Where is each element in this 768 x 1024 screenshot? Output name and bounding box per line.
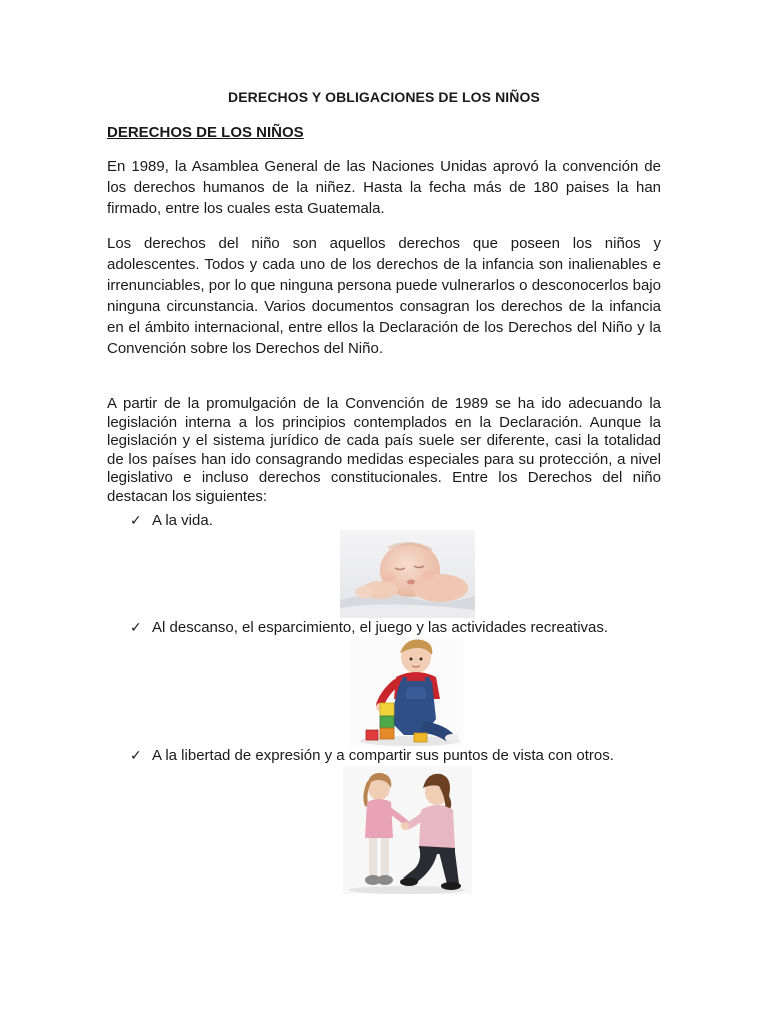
checkmark-icon: ✓: [130, 512, 142, 528]
right-item-label: A la libertad de expresión y a compartir sus puntos de vista con otros.: [152, 747, 614, 764]
right-item-rest: [130, 619, 608, 636]
right-item-expression: [130, 747, 614, 764]
section-heading: DERECHOS DE LOS NIÑOS: [107, 124, 304, 141]
right-item-label: A la vida.: [152, 512, 213, 529]
toddler-playing-blocks-photo: [350, 637, 463, 747]
paragraph-definition: Los derechos del niño son aquellos derechos que poseen los niños y adolescentes. Todos y cada uno de los derechos de la infancia son inalienables e irrenunciables, por lo que ninguna persona puede vulnerarlos o desconocerlos bajo ninguna circunstancia. Varios documentos consagran los derechos de la infancia en el ámbito internacional, entre ellos la Declaración de los Derechos del Niño y la Convención sobre los Derechos del Niño.: [107, 235, 661, 357]
right-item-label: Al descanso, el esparcimiento, el juego y las actividades recreativas.: [152, 619, 609, 636]
document-title: DERECHOS Y OBLIGACIONES DE LOS NIÑOS: [228, 89, 540, 105]
paragraph-legislation: A partir de la promulgación de la Convención de 1989 se ha ido adecuando la legislación interna a los principios contemplados en la Declaración. Aunque la legislación y el sistema jurídico de cada país suele ser diferente, casi la totalidad de los países han ido consagrando medidas especiales para su protección, a nivel legislativo e incluso derechos constitucionales. Entre los Derechos del niño destacan los siguientes:: [107, 395, 661, 505]
right-item-life: [130, 512, 213, 529]
checkmark-icon: ✓: [130, 747, 142, 763]
paragraph-intro: En 1989, la Asamblea General de las Naciones Unidas aprovó la convención de los derechos humanos de la niñez. Hasta la fecha más de 180 paises la han firmado, entre los cuales esta Guatemala.: [107, 158, 661, 217]
checkmark-icon: ✓: [130, 619, 142, 635]
mother-talking-with-girl-photo: [343, 766, 472, 894]
sleeping-baby-photo: [340, 530, 475, 618]
